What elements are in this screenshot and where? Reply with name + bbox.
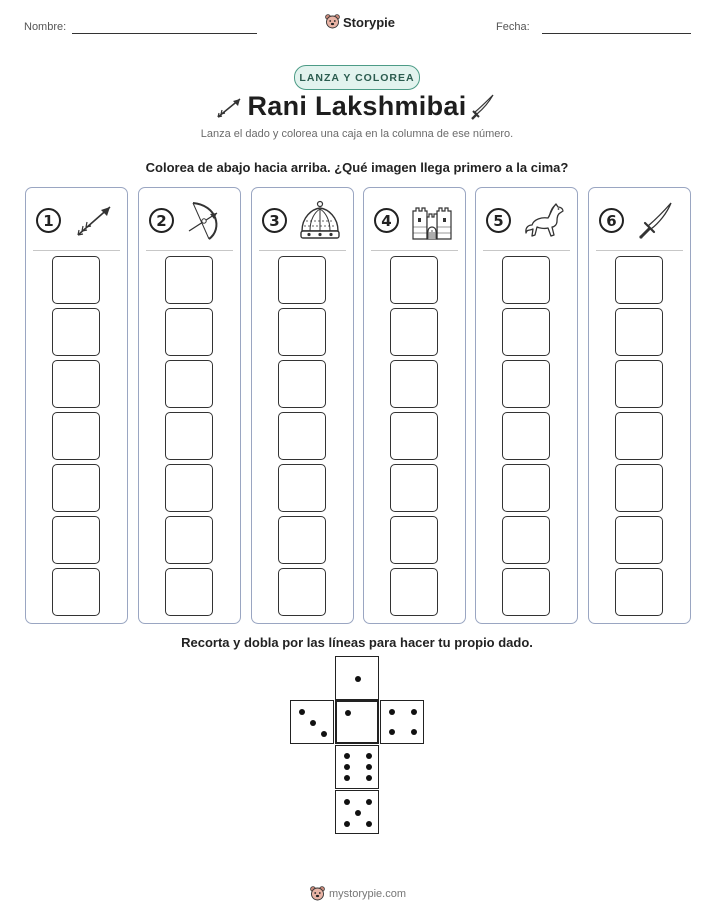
color-box[interactable] (615, 256, 663, 304)
color-box[interactable] (278, 568, 326, 616)
color-box[interactable] (502, 256, 550, 304)
color-box[interactable] (502, 308, 550, 356)
color-box[interactable] (502, 464, 550, 512)
color-box[interactable] (52, 464, 100, 512)
color-box[interactable] (615, 412, 663, 460)
pip (344, 799, 350, 805)
color-box[interactable] (278, 256, 326, 304)
brand-logo (325, 14, 395, 30)
column-header (252, 188, 353, 250)
bow-icon (183, 199, 231, 243)
dice-face-1 (335, 656, 379, 700)
color-box[interactable] (615, 568, 663, 616)
column-4 (363, 187, 466, 624)
sword-title-icon (469, 92, 497, 122)
pip (366, 821, 372, 827)
horse-icon (520, 199, 568, 243)
color-box[interactable] (52, 308, 100, 356)
color-box[interactable] (165, 256, 213, 304)
color-box[interactable] (390, 568, 438, 616)
pip (366, 775, 372, 781)
game-instruction: Colorea de abajo hacia arriba. ¿Qué imagen llega primero a la cima? (145, 160, 569, 175)
column-divider (483, 250, 570, 251)
color-box[interactable] (615, 360, 663, 408)
pip (411, 729, 417, 735)
pip (366, 753, 372, 759)
column-5 (475, 187, 578, 624)
activity-badge: LANZA Y COLOREA (294, 65, 420, 90)
brand-name: Storypie (343, 14, 396, 30)
color-box[interactable] (390, 516, 438, 564)
column-6 (588, 187, 691, 624)
dice-face-center (335, 700, 379, 744)
dice-face-4 (380, 700, 424, 744)
color-box[interactable] (390, 412, 438, 460)
color-box[interactable] (165, 360, 213, 408)
footer (310, 886, 406, 902)
dice-face-6 (335, 745, 379, 789)
color-box[interactable] (502, 568, 550, 616)
column-divider (371, 250, 458, 251)
column-2 (138, 187, 241, 624)
column-divider (146, 250, 233, 251)
pip (411, 709, 417, 715)
storypie-bear-icon (310, 886, 325, 902)
column-header (364, 188, 465, 250)
column-divider (596, 250, 683, 251)
color-box[interactable] (52, 516, 100, 564)
color-box[interactable] (165, 464, 213, 512)
column-3 (251, 187, 354, 624)
pip (389, 729, 395, 735)
color-box[interactable] (52, 256, 100, 304)
color-box[interactable] (278, 412, 326, 460)
column-number: 5 (486, 208, 511, 233)
color-box[interactable] (390, 308, 438, 356)
color-box[interactable] (615, 516, 663, 564)
color-box[interactable] (52, 568, 100, 616)
color-box[interactable] (278, 360, 326, 408)
color-box[interactable] (165, 516, 213, 564)
color-box[interactable] (390, 360, 438, 408)
storypie-bear-icon (325, 14, 340, 30)
column-number: 4 (374, 208, 399, 233)
date-line[interactable] (542, 33, 691, 34)
dice-face-5 (335, 790, 379, 834)
footer-url[interactable]: mystorypie.com (329, 888, 407, 900)
column-number: 6 (599, 208, 624, 233)
pip (389, 709, 395, 715)
pip (344, 775, 350, 781)
arrow-icon (70, 199, 118, 243)
sword-icon (633, 199, 681, 243)
pip (344, 821, 350, 827)
color-box[interactable] (615, 464, 663, 512)
pip (366, 764, 372, 770)
column-divider (33, 250, 120, 251)
column-divider (259, 250, 346, 251)
color-box[interactable] (390, 256, 438, 304)
pip (344, 753, 350, 759)
column-header (139, 188, 240, 250)
page-subtitle: Lanza el dado y colorea una caja en la columna de ese número. (200, 128, 514, 140)
pip (321, 731, 327, 737)
color-box[interactable] (165, 568, 213, 616)
page-title: Rani Lakshmibai (247, 91, 467, 121)
crown-icon (296, 199, 344, 243)
column-1 (25, 187, 128, 624)
column-number: 3 (262, 208, 287, 233)
color-box[interactable] (278, 516, 326, 564)
column-number: 2 (149, 208, 174, 233)
color-box[interactable] (278, 308, 326, 356)
color-box[interactable] (390, 464, 438, 512)
color-box[interactable] (52, 412, 100, 460)
color-box[interactable] (502, 412, 550, 460)
color-box[interactable] (165, 412, 213, 460)
pip (310, 720, 316, 726)
color-box[interactable] (278, 464, 326, 512)
column-header (26, 188, 127, 250)
column-header (589, 188, 690, 250)
column-number: 1 (36, 208, 61, 233)
color-box[interactable] (502, 516, 550, 564)
date-label: Fecha: (496, 21, 530, 33)
pip (344, 764, 350, 770)
name-label: Nombre: (24, 21, 67, 33)
color-box[interactable] (52, 360, 100, 408)
color-box[interactable] (502, 360, 550, 408)
pip (299, 709, 305, 715)
color-box[interactable] (615, 308, 663, 356)
pip (355, 810, 361, 816)
dice-net (290, 656, 426, 836)
pip (345, 710, 351, 716)
castle-icon (408, 199, 456, 243)
dice-face-3 (290, 700, 334, 744)
pip (366, 799, 372, 805)
color-box[interactable] (165, 308, 213, 356)
column-header (476, 188, 577, 250)
pip (355, 676, 361, 682)
name-line[interactable] (72, 33, 257, 34)
dice-instruction: Recorta y dobla por las líneas para hacer tu propio dado. (181, 635, 533, 650)
